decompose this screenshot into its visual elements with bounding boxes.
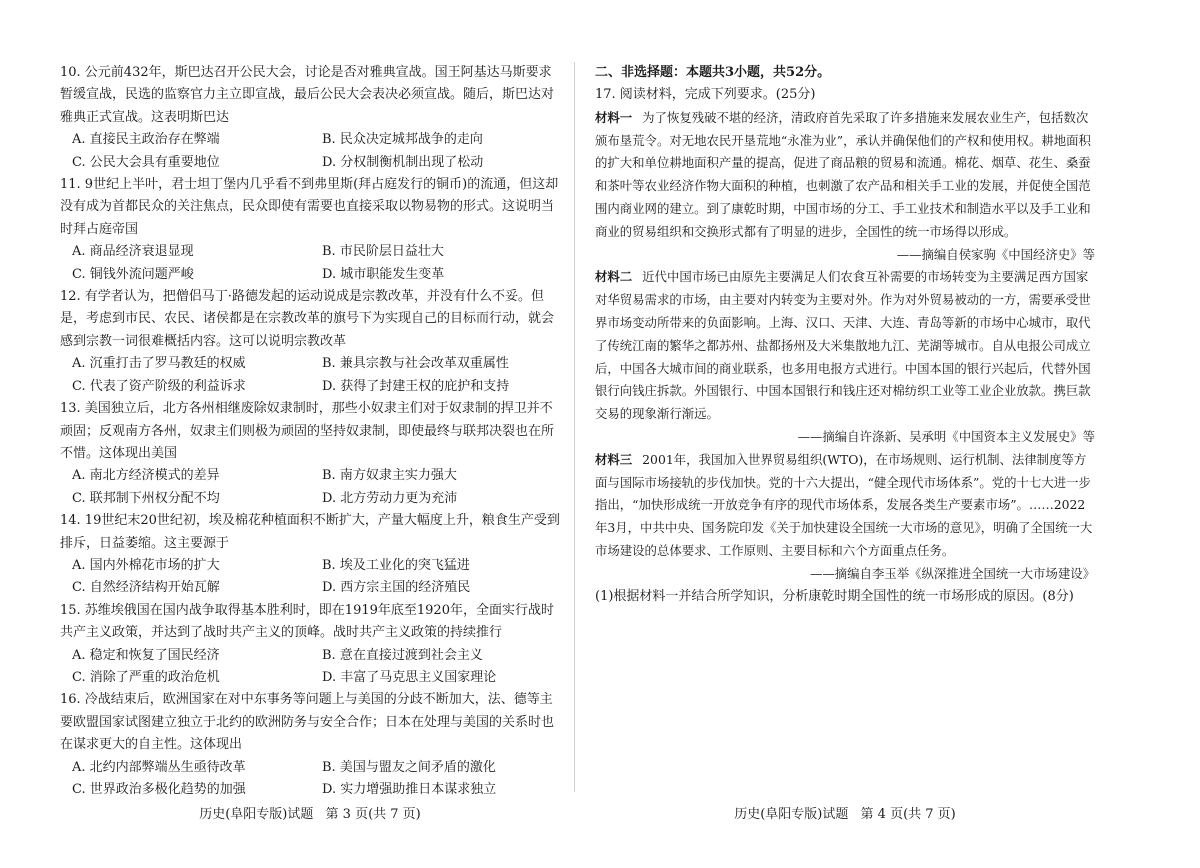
option-c: C. 联邦制下州权分配不均 <box>72 490 220 506</box>
option-d: D. 实力增强助推日本谋求独立 <box>322 782 497 797</box>
option-c: C. 代表了资产阶级的利益诉求 <box>72 378 246 394</box>
exam-page-4 <box>595 0 1095 868</box>
footer-page-number: 第 3 页(共 7 页) <box>325 807 421 822</box>
option-c: C. 自然经济结构开始瓦解 <box>72 580 220 596</box>
option-c: C. 铜钱外流问题严峻 <box>72 266 194 282</box>
option-c: C. 消除了严重的政治危机 <box>72 669 220 685</box>
material-3 <box>595 449 1095 586</box>
page-divider <box>574 62 575 792</box>
options <box>60 645 560 690</box>
option-a: A. 直接民主政治存在弊端 <box>72 132 220 148</box>
material-text: 2001年，我国加入世界贸易组织(WTO)，在市场规则、运行机制、法律制度等方面与国际市场接轨的步伐加快。党的十六大提出，“健全现代市场体系”。党的十七大进一步指出，“加快形成统一开放竞争有序的现代市场体系，发展各类生产要素市场”。……2022年3月，中共中央、国务院印发《关于加快建设全国统一大市场的意见》，明确了全国统一大市场建设的总体要求、工作原则、主要目标和六个方面重点任务。 <box>595 451 1093 558</box>
question-stem: 10. 公元前432年，斯巴达召开公民大会，讨论是否对雅典宣战。国王阿基达马斯要求暂缓宣战，民选的监察官力主立即宣战，最后公民大会表决必须宣战。随后，斯巴达对雅典正式宣战。这表明斯巴达 <box>60 65 555 125</box>
option-a: A. 稳定和恢复了国民经济 <box>72 647 220 663</box>
question-11 <box>60 174 560 286</box>
option-b: B. 民众决定城邦战争的走向 <box>322 132 483 148</box>
page-footer <box>595 803 1095 822</box>
section-title: 二、非选择题：本题共3小题，共52分。 <box>595 65 831 80</box>
options <box>60 353 560 398</box>
material-1 <box>595 107 1095 267</box>
page-footer <box>60 803 560 822</box>
option-b: B. 南方奴隶主实力强大 <box>322 468 457 484</box>
question-list <box>60 62 560 801</box>
option-b: B. 市民阶层日益壮大 <box>322 244 444 260</box>
question-14 <box>60 510 560 600</box>
option-a: A. 国内外棉花市场的扩大 <box>72 557 220 573</box>
question-stem: 13. 美国独立后，北方各州相继废除奴隶制时，那些小奴隶主们对于奴隶制的捍卫并不顽固；反观南方各州，奴隶主们则极为顽固的坚持奴隶制，即使最终与联邦决裂也在所不惜。这体现出美国 <box>60 401 555 461</box>
material-label: 材料三 <box>595 451 633 467</box>
question-stem: 12. 有学者认为，把僧侣马丁·路德发起的运动说成是宗教改革，并没有什么不妥。但是，考虑到市民、农民、诸侯都是在宗教改革的旗号下为实现自己的目标而行动，就会感到宗教一词很难概括内容。这可以说明宗教改革 <box>60 289 555 349</box>
footer-subject: 历史(阜阳专版)试题 <box>734 807 849 822</box>
question-stem: 14. 19世纪末20世纪初，埃及棉花种植面积不断扩大，产量大幅度上升，粮食生产受到排斥，日益萎缩。这主要源于 <box>60 513 560 551</box>
option-d: D. 丰富了马克思主义国家理论 <box>322 669 497 685</box>
material-label: 材料二 <box>595 269 633 285</box>
material-source: ——摘编自李玉举《纵深推进全国统一大市场建设》 <box>810 565 1095 581</box>
option-b: B. 美国与盟友之间矛盾的激化 <box>322 759 496 775</box>
question-16 <box>60 689 560 801</box>
options <box>60 241 560 286</box>
material-source: ——摘编自许涤新、吴承明《中国资本主义发展史》等 <box>797 428 1095 444</box>
question-stem: 11. 9世纪上半叶，君士坦丁堡内几乎看不到弗里斯(拜占庭发行的铜币)的流通，但这却没有成为首都民众的关注焦点，民众即使有需要也直接采取以物易物的形式。这说明当时拜占庭帝国 <box>60 177 559 237</box>
footer-subject: 历史(阜阳专版)试题 <box>199 807 314 822</box>
question-stem: 16. 冷战结束后，欧洲国家在对中东事务等问题上与美国的分歧不断加大，法、德等主要欧盟国家试图建立独立于北约的欧洲防务与安全合作；日本在处理与美国的关系时也在谋求更大的自主性。这体现出 <box>60 692 555 753</box>
question-10 <box>60 62 560 174</box>
material-2 <box>595 266 1095 448</box>
footer-page-number: 第 4 页(共 7 页) <box>860 807 956 822</box>
option-a: A. 北约内部弊端丛生亟待改革 <box>72 759 246 775</box>
essay-section <box>595 62 1095 608</box>
material-label: 材料一 <box>595 109 633 125</box>
option-a: A. 商品经济衰退显现 <box>72 244 194 260</box>
material-text: 近代中国市场已由原先主要满足人们农食互补需要的市场转变为主要满足西方国家对华贸易需求的市场，由主要对内转变为主要对外。作为对外贸易被动的一方，需要承受世界市场变动所带来的负面影响。上海、汉口、天津、大连、青岛等新的市场中心城市，取代了传统江南的繁华之都苏州、盐都扬州及大米集散地九江、芜湖等城市。自从电报公司成立后，中国各大城市间的商业联系，也多用电报方式进行。中国本国的银行兴起后，代替外国银行向钱庄拆款。外国银行、中国本国银行和钱庄还对棉纺织工业等工业企业放款。携巨款交易的现象渐行渐远。 <box>595 269 1091 422</box>
options <box>60 757 560 802</box>
option-d: D. 北方劳动力更为充沛 <box>322 490 458 506</box>
option-c: C. 公民大会具有重要地位 <box>72 154 220 170</box>
question-stem: 15. 苏维埃俄国在国内战争取得基本胜利时，即在1919年底至1920年，全面实行战时共产主义政策，并达到了战时共产主义的顶峰。战时共产主义政策的持续推行 <box>60 602 554 641</box>
sub-question-1: (1)根据材料一并结合所学知识，分析康乾时期全国性的统一市场形成的原因。(8分) <box>595 588 1074 604</box>
option-d: D. 西方宗主国的经济殖民 <box>322 580 471 596</box>
option-b: B. 兼具宗教与社会改革双重属性 <box>322 356 509 372</box>
question-12 <box>60 286 560 398</box>
exam-page-3 <box>60 0 560 868</box>
option-a: A. 南北方经济模式的差异 <box>72 468 220 484</box>
option-c: C. 世界政治多极化趋势的加强 <box>72 782 246 797</box>
question-15 <box>60 600 560 690</box>
options <box>60 555 560 600</box>
option-b: B. 意在直接过渡到社会主义 <box>322 647 483 663</box>
option-b: B. 埃及工业化的突飞猛进 <box>322 557 470 573</box>
option-d: D. 分权制衡机制出现了松动 <box>322 154 484 170</box>
material-source: ——摘编自侯家驹《中国经济史》等 <box>896 246 1095 262</box>
option-a: A. 沉重打击了罗马教廷的权威 <box>72 356 246 372</box>
question-13 <box>60 398 560 510</box>
material-text: 为了恢复残破不堪的经济，清政府首先采取了许多措施来发展农业生产，包括数次颁布垦荒令。对无地农民开垦荒地“永准为业”，承认并确保他们的产权和使用权。耕地面积的扩大和单位耕地面积产量的提高，促进了商品粮的贸易和流通。棉花、烟草、花生、桑蚕和茶叶等农业经济作物大面积的种植，也刺激了农产品和相关手工业的发展，并促使全国范围内商业网的建立。到了康乾时期，中国市场的分工、手工业技术和制造水平以及手工业和商业的贸易组织和交换形式都有了明显的进步，全国性的统一市场得以形成。 <box>595 109 1091 239</box>
option-d: D. 获得了封建王权的庇护和支持 <box>322 378 510 394</box>
options <box>60 465 560 510</box>
option-d: D. 城市职能发生变革 <box>322 266 445 282</box>
options <box>60 129 560 174</box>
question-17-stem: 17. 阅读材料，完成下列要求。(25分) <box>595 87 816 103</box>
